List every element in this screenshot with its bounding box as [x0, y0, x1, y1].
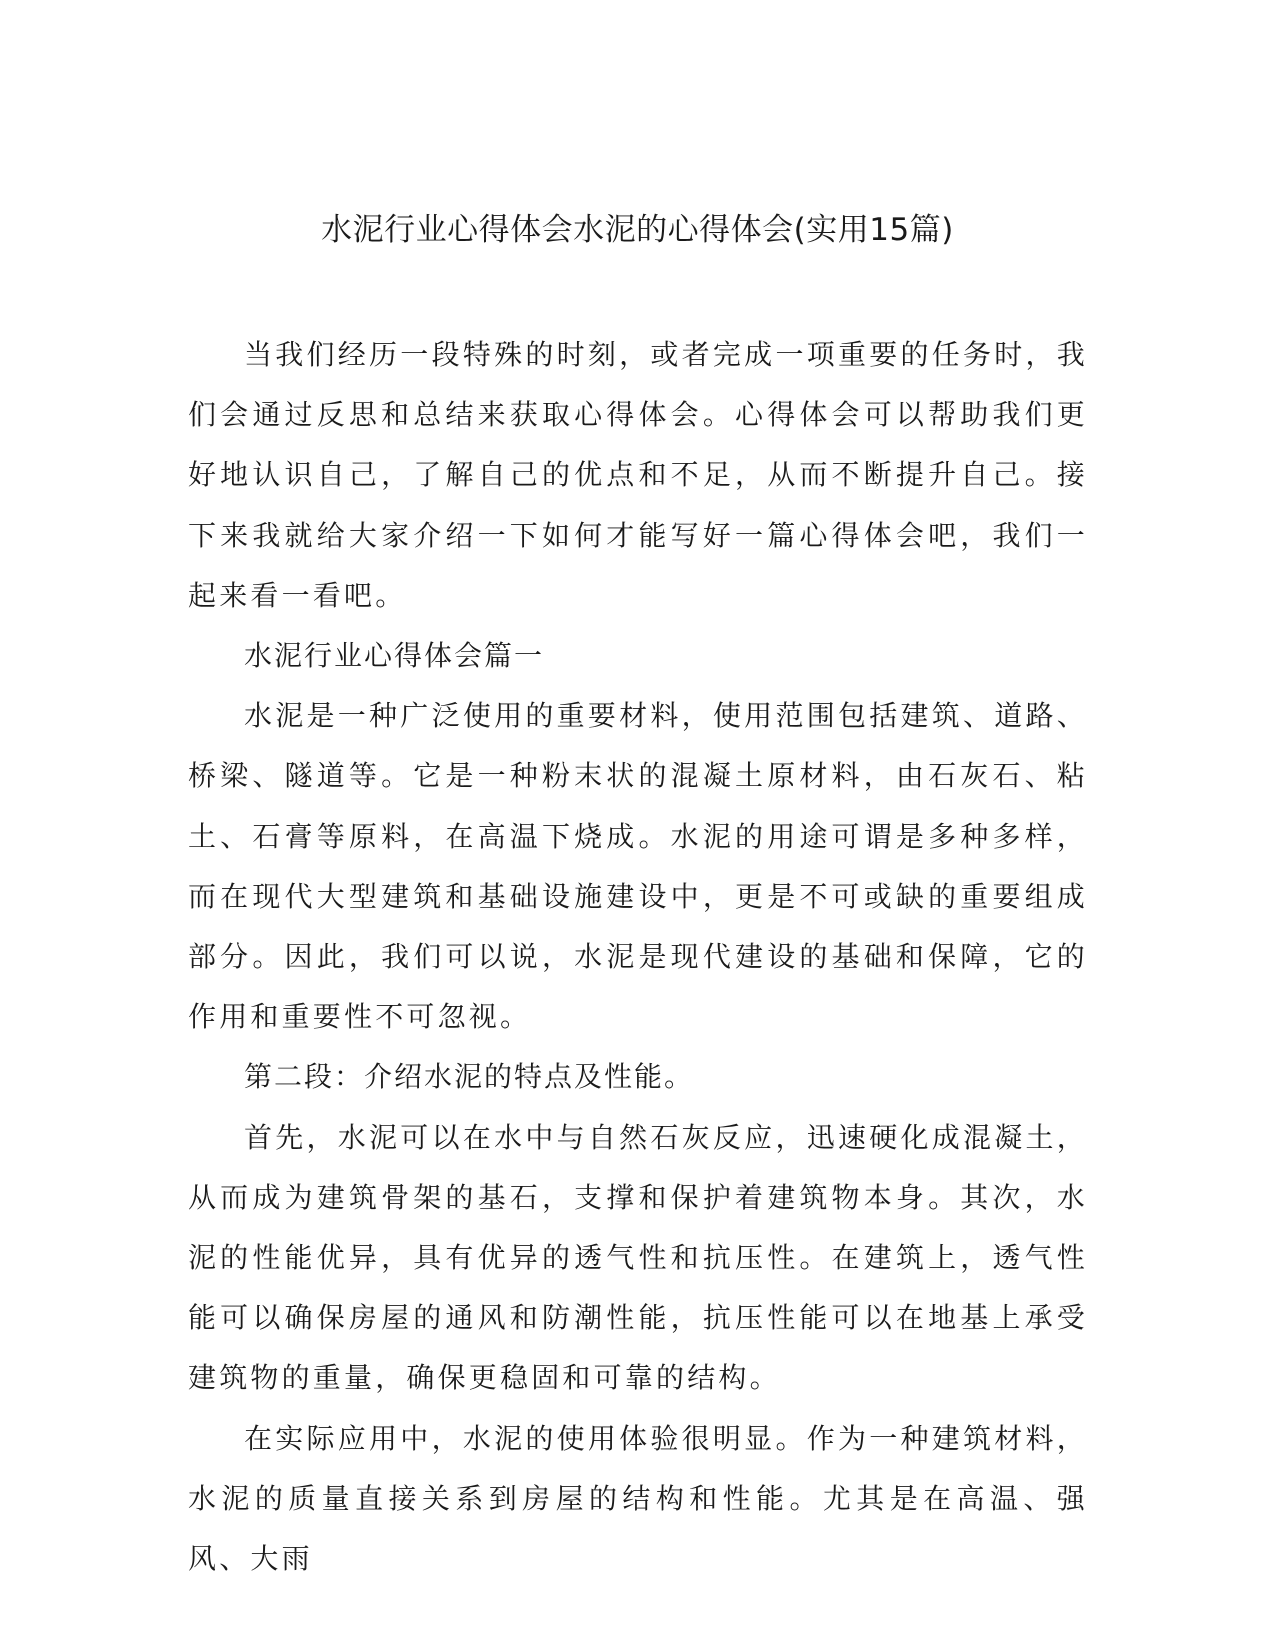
paragraph-intro: 当我们经历一段特殊的时刻，或者完成一项重要的任务时，我们会通过反思和总结来获取心得体会。心得体会可以帮助我们更好地认识自己，了解自己的优点和不足，从而不断提升自己。接下来我就给大家介绍一下如何才能写好一篇心得体会吧，我们一起来看一看吧。: [188, 338, 1088, 612]
section-heading-1: 水泥行业心得体会篇一: [244, 639, 545, 673]
document-body: [188, 325, 1088, 1589]
section-heading-2: 第二段：介绍水泥的特点及性能。: [244, 1060, 695, 1094]
paragraph-cement-overview: 水泥是一种广泛使用的重要材料，使用范围包括建筑、道路、桥梁、隧道等。它是一种粉末状的混凝土原材料，由石灰石、粘土、石膏等原料，在高温下烧成。水泥的用途可谓是多种多样，而在现代大型建筑和基础设施建设中，更是不可或缺的重要组成部分。因此，我们可以说，水泥是现代建设的基础和保障，它的作用和重要性不可忽视。: [188, 699, 1088, 1034]
paragraph-cement-application: 在实际应用中，水泥的使用体验很明显。作为一种建筑材料，水泥的质量直接关系到房屋的结构和性能。尤其是在高温、强风、大雨: [188, 1421, 1088, 1576]
paragraph-cement-properties: 首先，水泥可以在水中与自然石灰反应，迅速硬化成混凝土，从而成为建筑骨架的基石，支撑和保护着建筑物本身。其次，水泥的性能优异，具有优异的透气性和抗压性。在建筑上，透气性能可以确保房屋的通风和防潮性能，抗压性能可以在地基上承受建筑物的重量，确保更稳固和可靠的结构。: [188, 1120, 1088, 1395]
document-title: 水泥行业心得体会水泥的心得体会(实用15篇): [321, 212, 954, 248]
